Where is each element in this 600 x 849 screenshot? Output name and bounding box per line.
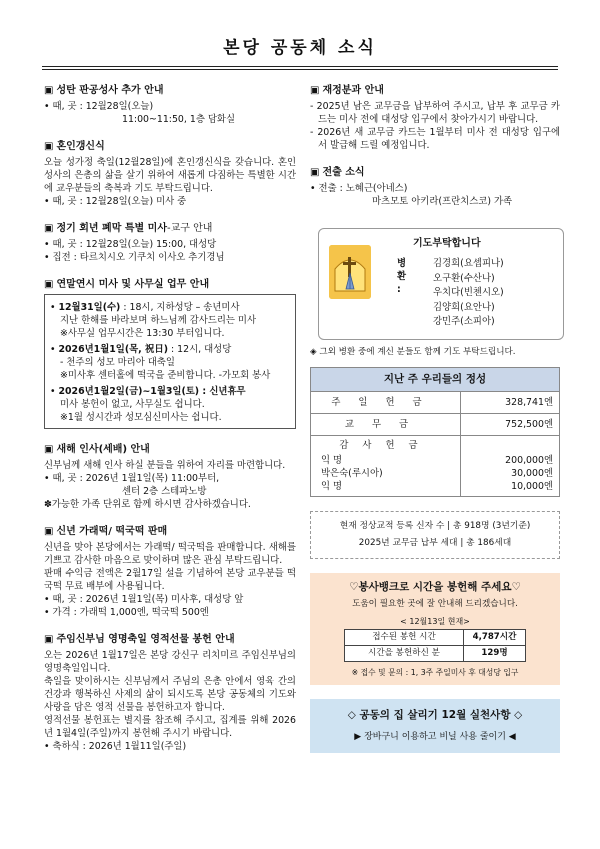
section-body: 오늘 성가정 축일(12월28일)에 혼인갱신식을 갖습니다. 혼인성사의 은총의 삶을 살기 위하여 새롭게 다짐하는 특별한 시간에 교우분들의 축복과 기도 부탁드립니다. — [44, 157, 296, 194]
info-line: 11:00~11:50, 1층 담화실 — [122, 114, 236, 125]
section-body: 오는 2026년 1월17일은 본당 강신구 리치미르 주임신부님의 영명축일입니다. — [44, 650, 296, 674]
info-line: • 때, 곳 : 12월28일(오늘) 미사 중 — [44, 196, 187, 207]
schedule-detail: : 18시, 지하성당 – 송년미사 — [120, 302, 240, 313]
common-home-title: ◇ 공동의 집 살리기 12월 실천사항 ◇ — [347, 709, 523, 721]
section-body: 판매 수익금 전액은 2월17일 설을 기념하여 본당 교우분들 떡국떡 무료 배부에 사용됩니다. — [44, 568, 296, 592]
page-title: 본당 공동체 소식 — [223, 38, 377, 58]
schedule-detail: : 신년휴무 — [199, 386, 246, 397]
table-row — [311, 436, 560, 497]
section-heading: 주임신부님 영명축일 영적선물 봉헌 안내 — [56, 634, 235, 645]
section-body: 축일을 맞이하시는 신부님께서 주님의 은총 안에서 영육 간의 건강과 행복하신 사제의 삶이 되시도록 본당 공동체의 기도와 사랑을 담은 영적 선물을 봉헌하고자 합니다. — [44, 676, 296, 713]
schedule-date: 12월31일(수) — [58, 302, 121, 313]
volunteer-date: < 12월13일 현재> — [400, 617, 470, 626]
table-row — [311, 414, 560, 436]
donor-value: 10,000엔 — [511, 481, 553, 492]
stat-line: 2025년 교무금 납부 세대 | 총 186세대 — [358, 538, 512, 548]
section-year-end-schedule — [44, 278, 296, 429]
donor-name: 익 명 — [321, 481, 343, 492]
section-heading: 정기 회년 폐막 특별 미사 — [56, 223, 167, 234]
volunteer-value: 4,787시간 — [464, 630, 526, 646]
prayer-title: 기도부탁합니다 — [413, 238, 481, 249]
volunteer-label: 접수된 봉헌 시간 — [345, 630, 464, 646]
right-column — [310, 84, 560, 753]
volunteer-table — [344, 629, 526, 662]
square-bullet-icon: ▣ — [44, 526, 54, 537]
offering-label: 주일헌금 — [311, 392, 461, 414]
donor-value: 200,000엔 — [505, 455, 553, 466]
common-home-line: ▶ 장바구니 이용하고 비닐 사용 줄이기 ◀ — [354, 732, 516, 742]
info-line: • 전출 : 노혜근(아네스) — [310, 183, 408, 194]
section-heading: 성탄 판공성사 추가 안내 — [56, 85, 164, 96]
donor-name: 익 명 — [321, 455, 343, 466]
section-transfer — [310, 166, 560, 208]
schedule-sub: 지난 한해를 바라보며 하느님께 감사드리는 미사 — [60, 315, 257, 326]
donor-name: 박은숙(루시아) — [321, 468, 383, 479]
info-line: 마츠모토 아키라(프란치스코) 가족 — [372, 196, 513, 207]
table-row — [345, 630, 526, 646]
offering-table-title: 지난 주 우리들의 정성 — [311, 368, 560, 392]
info-line: - 2025년 남은 교무금을 납부하여 주시고, 납부 후 교무금 카드는 미사 전에 대성당 입구에서 찾아가시기 바랍니다. — [310, 101, 560, 125]
title-rule-bottom — [42, 69, 558, 70]
info-line: • 때, 곳 : 2026년 1월1일(목) 미사후, 대성당 앞 — [44, 594, 244, 605]
square-bullet-icon: ▣ — [44, 634, 54, 645]
schedule-detail: : 12시, 대성당 — [168, 344, 232, 355]
offering-value: 752,500엔 — [461, 414, 560, 436]
volunteer-label: 시간을 봉헌하신 분 — [345, 646, 464, 662]
info-line: • 집전 : 타르치시오 기쿠치 이사오 추기경님 — [44, 252, 225, 263]
section-heading: 혼인갱신식 — [56, 141, 105, 152]
section-rice-cake-sale — [44, 525, 296, 619]
square-bullet-icon: ▣ — [44, 279, 54, 290]
schedule-date: 2026년1월1일(목, 祝日) — [58, 344, 169, 355]
prayer-name: 김경희(요셉피나) — [433, 258, 504, 269]
volunteer-contact: ※ 접수 및 문의 : 1, 3주 주일미사 후 대성당 입구 — [351, 668, 519, 677]
offering-table — [310, 367, 560, 497]
prayer-name: 강민주(소피아) — [433, 316, 495, 327]
section-heading-note: -교구 안내 — [166, 223, 213, 234]
section-confession — [44, 84, 296, 126]
section-body: 신년을 맞아 본당에서는 가래떡/ 떡국떡을 판매합니다. 새해를 기쁘고 감사한 마음으로 맞이하며 많은 관심 부탁드립니다. — [44, 542, 296, 566]
offering-value: 328,741엔 — [461, 392, 560, 414]
offering-label: 감사헌금 — [339, 440, 432, 451]
stat-line: 현재 정상교적 등록 신자 수 | 총 918명 (3년기준) — [339, 521, 531, 531]
schedule-sub: - 천주의 성모 마리아 대축일 — [60, 357, 175, 368]
section-body: 영적선물 봉헌표는 별지를 참조해 주시고, 집계를 위해 2026년 1월4일(주일)까지 봉헌해 주시기 바랍니다. — [44, 715, 296, 739]
volunteer-bank-box — [310, 573, 560, 685]
info-line: - 2026년 새 교무금 카드는 1월부터 미사 전 대성당 입구에서 발급해 드릴 예정입니다. — [310, 127, 560, 151]
volunteer-title: ♡봉사뱅크로 시간을 봉헌해 주세요♡ — [349, 581, 521, 593]
section-finance-notice — [310, 84, 560, 152]
section-body: 신부님께 새해 인사 하실 분들을 위하여 자리를 마련합니다. — [44, 460, 286, 471]
title-rule-top — [42, 66, 558, 67]
section-heading: 연말연시 미사 및 사무실 업무 안내 — [56, 279, 210, 290]
info-line: • 가격 : 가래떡 1,000엔, 떡국떡 500엔 — [44, 607, 209, 618]
section-feast-gift — [44, 633, 296, 753]
schedule-sub: 미사 봉헌이 없고, 사무실도 쉽니다. — [60, 399, 205, 410]
prayer-name: 김양희(요안나) — [433, 301, 495, 313]
square-bullet-icon: ▣ — [44, 444, 54, 455]
schedule-box: • 12월31일(수) : 18시, 지하성당 – 송년미사 지난 한해를 바라보며 하느님께 감사드리는 미사 ※사무실 업무시간은 13:30 부터입니다. • 2026년1월1일(목, 祝日) : 12시, 대성당 - 천주의 성모 마리아 대축일 ※미사후 센터홀에 떡국을 준비합니다. -가모회 봉사 • 2026년1월2일(금)~1월3일(토) : 신년휴무 미사 봉헌이 없고, 사무실도 쉽니다. ※1월 성시간과 성모심신미사는 쉽니다. — [44, 294, 296, 429]
section-heading: 신년 가래떡/ 떡국떡 판매 — [56, 526, 168, 537]
schedule-sub: ※1월 성시간과 성모심신미사는 쉽니다. — [60, 412, 222, 423]
section-jubilee-mass — [44, 222, 296, 264]
info-line: • 축하식 : 2026년 1월11일(주일) — [44, 741, 187, 752]
info-line: • 때, 곳 : 12월28일(오늘) 15:00, 대성당 — [44, 239, 217, 250]
schedule-sub: ※사무실 업무시간은 13:30 부터입니다. — [60, 328, 225, 339]
section-marriage-renewal — [44, 140, 296, 208]
left-column — [44, 84, 296, 767]
prayer-note: ◈ 그외 병환 중에 계신 분들도 함께 기도 부탁드립니다. — [310, 347, 516, 357]
donor-value: 30,000엔 — [511, 468, 553, 479]
square-bullet-icon: ▣ — [310, 85, 320, 96]
square-bullet-icon: ▣ — [44, 85, 54, 96]
volunteer-value: 129명 — [464, 646, 526, 662]
common-home-box — [310, 699, 560, 753]
table-row — [311, 392, 560, 414]
prayer-request-box — [318, 228, 564, 340]
schedule-sub: ※미사후 센터홀에 떡국을 준비합니다. -가모회 봉사 — [60, 370, 271, 381]
info-line: • 때, 곳 : 2026년 1월1일(목) 11:00부터, — [44, 473, 220, 484]
info-line: 센터 2층 스테파노방 — [122, 486, 207, 497]
square-bullet-icon: ▣ — [44, 141, 54, 152]
section-heading: 새해 인사(세배) 안내 — [56, 444, 150, 455]
offering-label: 교무금 — [311, 414, 461, 436]
praying-hands-icon — [329, 245, 371, 299]
section-new-year-greeting — [44, 443, 296, 511]
schedule-date: 2026년1월2일(금)~1월3일(토) — [58, 386, 200, 397]
membership-stats — [310, 511, 560, 559]
table-row — [345, 646, 526, 662]
square-bullet-icon: ▣ — [44, 223, 54, 234]
info-line: ✽가능한 가족 단위로 함께 하시면 감사하겠습니다. — [44, 499, 251, 510]
square-bullet-icon: ▣ — [310, 167, 320, 178]
prayer-name: 오구환(수산나) — [433, 272, 495, 284]
section-heading: 전출 소식 — [322, 167, 365, 178]
praying-hands-icon-svg — [329, 245, 371, 299]
prayer-name: 우치다(빈첸시오) — [433, 287, 504, 298]
prayer-label: 병환 : — [397, 258, 407, 295]
volunteer-subtitle: 도움이 필요한 곳에 잘 안내해 드리겠습니다. — [352, 599, 518, 609]
section-heading: 재정분과 안내 — [322, 85, 384, 96]
info-line: • 때, 곳 : 12월28일(오늘) — [44, 101, 154, 112]
